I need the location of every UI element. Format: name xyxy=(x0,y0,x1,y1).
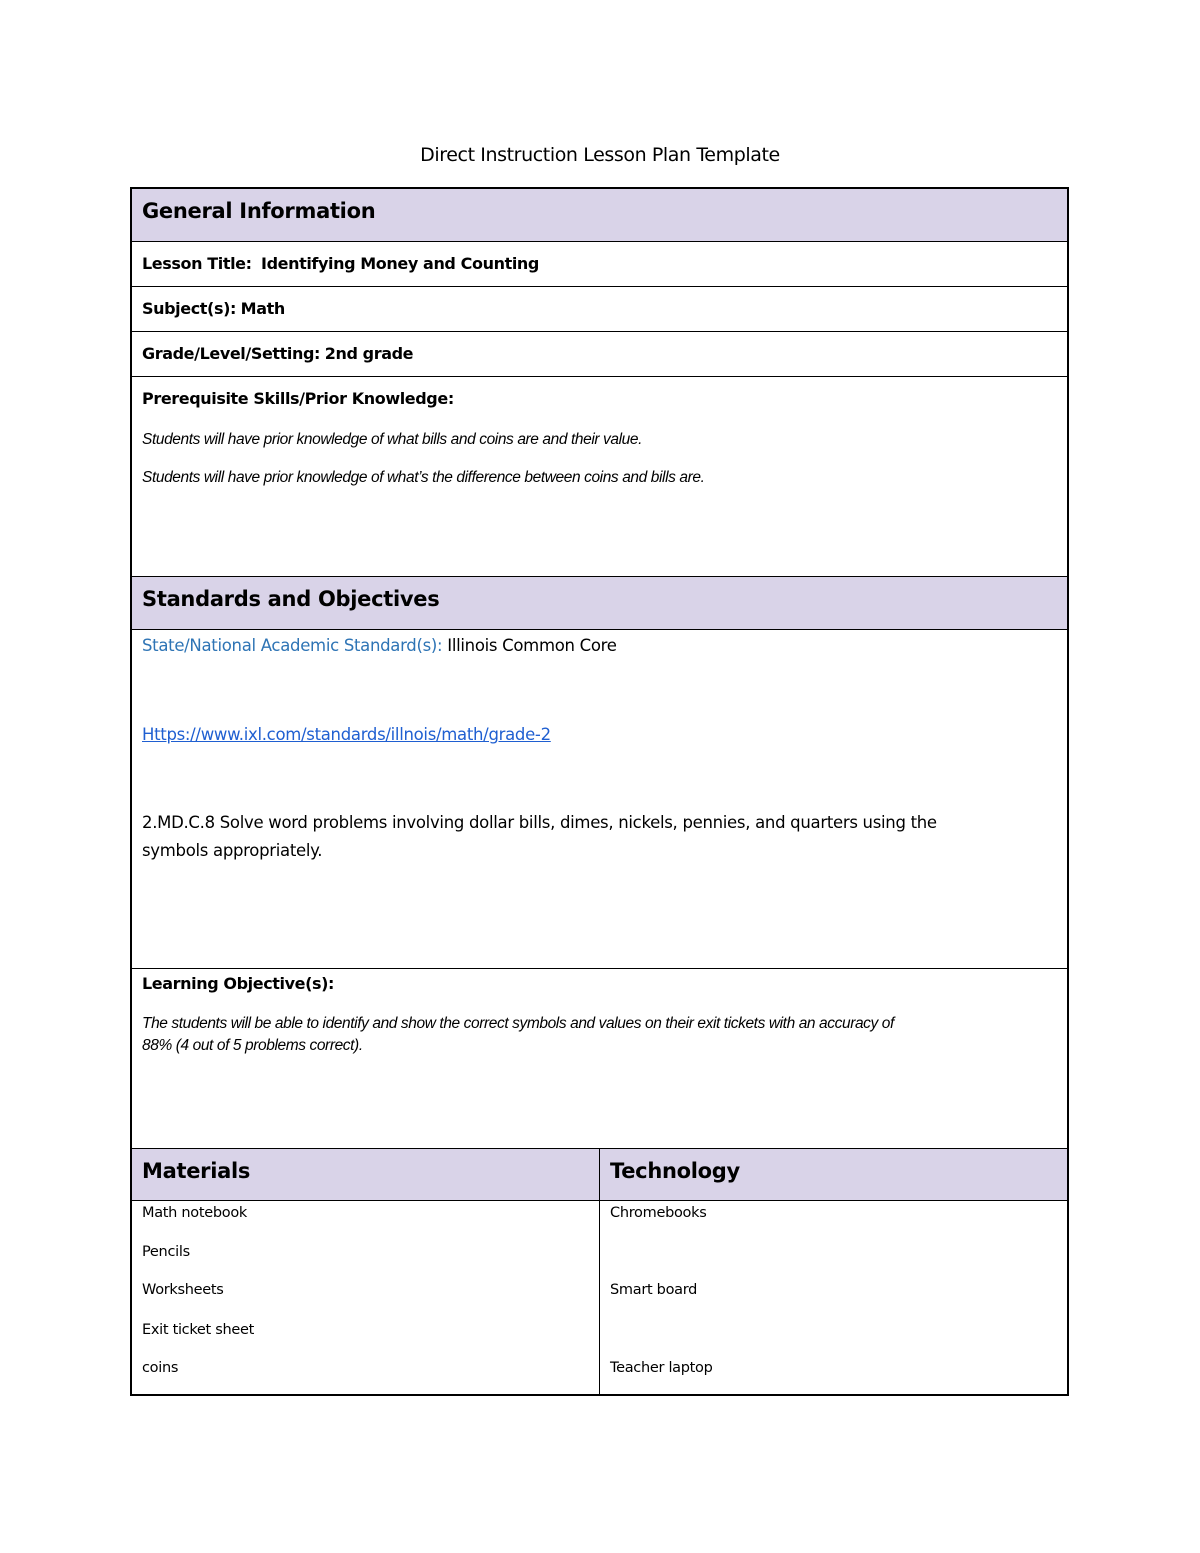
column-divider xyxy=(599,1149,600,1394)
materials-title: Materials xyxy=(142,1159,251,1183)
technology-item: Teacher laptop xyxy=(610,1360,713,1376)
grade-value: 2nd grade xyxy=(324,344,414,363)
learning-objective-label: Learning Objective(s): xyxy=(142,974,335,993)
standards-row xyxy=(132,630,1067,969)
lesson-title-value: Identifying Money and Counting xyxy=(261,254,539,273)
learning-objective-field xyxy=(142,973,334,995)
prerequisite-label: Prerequisite Skills/Prior Knowledge: xyxy=(142,389,454,408)
lesson-title-field xyxy=(142,253,539,275)
subjects-row xyxy=(132,287,1067,332)
material-item: Exit ticket sheet xyxy=(142,1322,255,1338)
grade-field xyxy=(142,343,413,365)
prerequisite-row xyxy=(132,377,1067,577)
lesson-title-row xyxy=(132,242,1067,287)
material-item: Pencils xyxy=(142,1244,190,1260)
subjects-value: Math xyxy=(240,299,285,318)
technology-title: Technology xyxy=(610,1159,740,1183)
grade-row xyxy=(132,332,1067,377)
material-item: Math notebook xyxy=(142,1205,247,1221)
subjects-field xyxy=(142,298,285,320)
document-title: Direct Instruction Lesson Plan Template xyxy=(420,144,780,166)
material-item: coins xyxy=(142,1360,179,1376)
technology-item: Smart board xyxy=(610,1282,698,1298)
technology-item: Chromebooks xyxy=(610,1205,707,1221)
learning-objective-line-1: The students will be able to identify and show the correct symbols and values on their exit tickets with an accuracy of xyxy=(142,1015,894,1032)
learning-objective-row xyxy=(132,969,1067,1149)
standards-header xyxy=(132,577,1067,630)
lesson-title-label: Lesson Title: xyxy=(142,254,252,273)
standard-text-line-2: symbols appropriately. xyxy=(142,841,323,860)
standard-field xyxy=(142,632,617,660)
standards-link[interactable]: Https://www.ixl.com/standards/illnois/math/grade-2 xyxy=(142,725,551,744)
standard-label: State/National Academic Standard(s): xyxy=(142,636,443,655)
standards-title: Standards and Objectives xyxy=(142,587,440,611)
standards-link-line xyxy=(142,721,551,749)
subjects-label: Subject(s): xyxy=(142,299,236,318)
grade-label: Grade/Level/Setting: xyxy=(142,344,321,363)
general-information-header xyxy=(132,189,1067,242)
prerequisite-field xyxy=(142,388,454,410)
standard-value: Illinois Common Core xyxy=(447,636,617,655)
standard-text-line-1: 2.MD.C.8 Solve word problems involving dollar bills, dimes, nickels, pennies, and quarters using the xyxy=(142,813,937,832)
material-item: Worksheets xyxy=(142,1282,224,1298)
prerequisite-line-2: Students will have prior knowledge of what’s the difference between coins and bills are. xyxy=(142,469,705,486)
prerequisite-line-1: Students will have prior knowledge of what bills and coins are and their value. xyxy=(142,431,643,448)
lesson-plan-table xyxy=(130,187,1069,1396)
general-information-title: General Information xyxy=(142,199,376,223)
learning-objective-line-2: 88% (4 out of 5 problems correct). xyxy=(142,1037,363,1054)
